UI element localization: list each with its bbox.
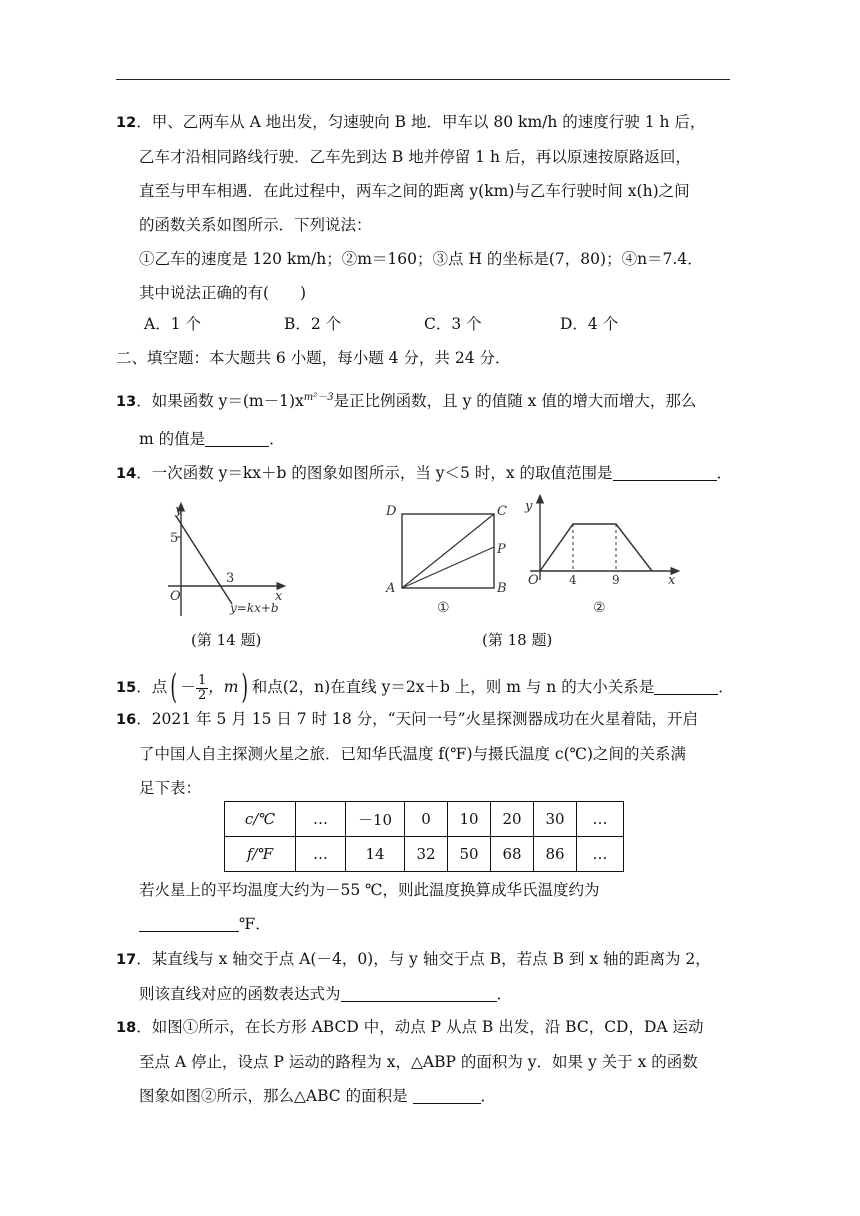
minus-sign: － [180,678,196,696]
origin-label: O [528,573,539,588]
question-text: 和点(2，n)在直线 y＝2x＋b 上，则 m 与 n 的大小关系是 [251,678,655,696]
x-intercept-label: 3 [226,571,235,586]
table-cell: 10 [448,802,491,837]
temperature-table [224,801,624,872]
question-13 [116,381,736,456]
question-text: 其中说法正确的有( ) [139,284,307,302]
punctuation: ． [718,678,734,696]
question-text: ．甲、乙两车从 A 地出发，匀速驶向 B 地．甲车以 80 km/h 的速度行驶 1 h 后， [136,113,706,131]
fraction-denominator: 2 [197,687,207,703]
section-heading: 二、填空题：本大题共 6 小题，每小题 4 分，共 24 分． [116,349,511,367]
question-text: ．如果函数 y＝(m－1)x [136,392,304,411]
y-intercept-label: 5 [170,531,179,546]
question-text: 若火星上的平均温度大约为－55 ℃，则此温度换算成华氏温度约为 [139,881,600,899]
question-text: ．一次函数 y＝kx＋b 的图象如图所示，当 y＜5 时，x 的取值范围是 [136,464,613,482]
option-c[interactable]: C．3 个 [424,315,482,333]
table-cell: 50 [448,837,491,872]
x-axis-label: x [668,573,676,588]
question-text: 乙车才沿相同路线行驶．乙车先到达 B 地并停留 1 h 后，再以原速按原路返回， [139,148,691,166]
question-17 [116,942,736,1011]
question-number: 14 [116,466,137,482]
question-15 [116,669,736,706]
table-cell: 20 [491,802,534,837]
question-text: 的函数关系如图所示．下列说法： [139,216,372,234]
figure-14-graph [160,496,292,622]
question-text: 图象如图②所示，那么△ABC 的面积是 [139,1087,413,1105]
table-cell: … [296,802,346,837]
vertex-a: A [386,581,396,596]
table-row [225,802,624,837]
option-a[interactable]: A．1 个 [144,315,201,333]
option-d[interactable]: D．4 个 [560,315,619,333]
function-graph [540,524,652,571]
y-axis-label: y [525,499,533,514]
unit-label: ℉． [239,915,271,933]
question-text: ①乙车的速度是 120 km/h；②m＝160；③点 H 的坐标是(7，80)；④n＝7.4． [139,250,703,268]
answer-options [144,309,704,339]
table-cell: … [296,837,346,872]
figure-18-graph [520,494,680,622]
question-text: 是正比例函数，且 y 的值随 x 值的增大而增大，那么 [333,392,697,411]
point-p: P [497,542,506,557]
question-text: m 的值是 [139,430,206,449]
question-14 [116,456,736,491]
tick-label: 9 [612,573,620,587]
table-cell: f/℉ [225,837,296,872]
fraction-numerator: 1 [197,672,207,688]
question-text: 足下表： [139,779,202,797]
answer-blank[interactable] [139,915,239,932]
punctuation: ． [269,430,285,449]
question-text: 直至与甲车相遇．在此过程中，两车之间的距离 y(km)与乙车行驶时间 x(h)之间 [139,182,690,200]
segment-ap [402,547,494,588]
coordinate-m: ，m [208,678,239,696]
x-axis-label: x [275,589,283,604]
table-cell: … [577,802,624,837]
vertex-b: B [497,581,507,596]
diagonal-ac [402,514,494,588]
punctuation: ． [480,1087,497,1105]
option-b[interactable]: B．2 个 [284,315,342,333]
question-16 [116,702,736,805]
table-cell: 32 [405,837,448,872]
question-number: 13 [116,394,137,411]
table-cell: 14 [346,837,405,872]
vertex-c: C [497,504,507,519]
fraction [196,674,208,703]
left-bracket: ( [170,667,178,707]
answer-blank[interactable] [341,985,497,1002]
table-cell: －10 [346,802,405,837]
punctuation: ． [496,985,513,1003]
table-cell: c/℃ [225,802,296,837]
table-cell: 0 [405,802,448,837]
tick-label: 4 [569,573,577,587]
table-row [225,837,624,872]
question-number: 15 [116,680,137,696]
question-text: ．2021 年 5 月 15 日 7 时 18 分，“天问一号”火星探测器成功在火星着陆，开启 [136,710,698,728]
answer-blank[interactable] [654,678,718,695]
question-number: 12 [116,115,137,131]
punctuation: ． [716,464,733,482]
y-axis-label: y [175,503,183,518]
exponent: m²－3 [303,392,334,403]
question-text: ．某直线与 x 轴交于点 A(－4，0)，与 y 轴交于点 B，若点 B 到 x 轴的距离为 2， [136,950,711,968]
question-number: 18 [116,1020,137,1036]
figure-18-caption: (第 18 题) [482,631,553,649]
answer-blank[interactable] [205,430,269,447]
question-number: 16 [116,712,137,728]
table-cell: 86 [534,837,577,872]
figure-14-caption: (第 14 题) [191,631,262,649]
line-y-kx-b [176,516,235,604]
question-text: ．点 [136,678,168,696]
question-16-continued [116,873,736,941]
figure-18-rectangle [383,496,513,622]
question-text: 了中国人自主探测火星之旅．已知华氏温度 f(℉)与摄氏温度 c(℃)之间的关系满 [139,745,687,763]
header-rule [116,79,730,80]
question-12 [116,105,736,310]
question-text: 至点 A 停止，设点 P 运动的路程为 x，△ABP 的面积为 y．如果 y 关于 x 的函数 [139,1053,698,1071]
question-18 [116,1010,736,1113]
question-text: ．如图①所示，在长方形 ABCD 中，动点 P 从点 B 出发，沿 BC，CD，DA 运动 [136,1018,704,1036]
question-text: 则该直线对应的函数表达式为 [139,985,341,1003]
answer-blank[interactable] [613,464,717,481]
right-bracket: ) [241,667,249,707]
answer-blank[interactable] [413,1087,481,1104]
table-cell: 68 [491,837,534,872]
figure-1-label: ① [437,600,450,616]
question-number: 17 [116,952,137,968]
vertex-d: D [386,504,397,519]
origin-label: O [170,589,181,604]
line-equation-label: y=kx+b [230,601,279,615]
table-cell: 30 [534,802,577,837]
figure-2-label: ② [593,600,606,616]
table-cell: … [577,837,624,872]
